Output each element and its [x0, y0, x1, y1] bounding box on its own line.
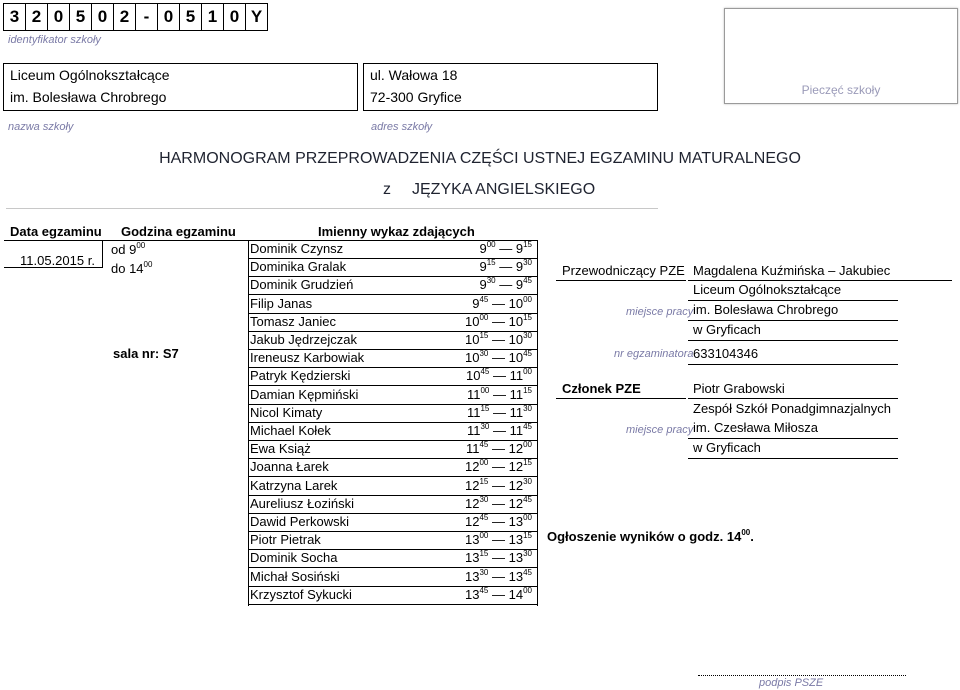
- time-separator: —: [495, 277, 516, 293]
- time-separator: —: [488, 568, 509, 584]
- student-time: [467, 405, 532, 420]
- exam-end-minutes: 00: [143, 260, 153, 269]
- student-time: [465, 478, 532, 493]
- time-end-hour: 10: [508, 332, 524, 347]
- member-workplace-label: miejsce pracy: [626, 424, 694, 436]
- student-time: [472, 296, 532, 311]
- student-name: Dawid Perkowski: [250, 514, 349, 529]
- chair-name-underline: [688, 280, 952, 281]
- time-separator: —: [488, 332, 509, 347]
- chair-workplace-line-1: Liceum Ogólnokształcące: [693, 282, 842, 297]
- student-time: [466, 368, 532, 383]
- student-row: [248, 531, 538, 549]
- exam-end-hour: do 14: [111, 261, 144, 276]
- time-start-minutes: 45: [480, 367, 490, 377]
- member-workplace-rule-2: [688, 458, 898, 459]
- chair-examiner-label: nr egzaminatora: [614, 348, 694, 360]
- header-date: Data egzaminu: [10, 224, 102, 239]
- student-time: [465, 550, 532, 565]
- school-name-box: [3, 63, 358, 111]
- student-name: Filip Janas: [250, 295, 313, 311]
- time-end-minutes: 00: [523, 294, 532, 304]
- time-start-hour: 13: [465, 532, 480, 548]
- student-name: Michał Sosiński: [250, 568, 340, 584]
- member-workplace-rule-1: [688, 438, 898, 439]
- time-start-hour: 10: [465, 313, 480, 329]
- time-start-minutes: 00: [479, 531, 489, 541]
- time-start-minutes: 45: [479, 585, 489, 595]
- time-separator: —: [495, 259, 516, 275]
- student-time: [479, 259, 532, 274]
- exam-date: 11.05.2015 r.: [20, 253, 95, 268]
- time-end-minutes: 15: [523, 385, 532, 395]
- time-separator: —: [488, 514, 509, 529]
- time-start-hour: 11: [466, 386, 481, 402]
- student-row: [248, 276, 538, 294]
- time-start-hour: 9: [479, 259, 487, 275]
- time-end-hour: 12: [508, 459, 524, 475]
- time-start-minutes: 15: [480, 403, 490, 413]
- student-time: [465, 314, 532, 329]
- chair-workplace-line-3: w Gryficach: [693, 322, 761, 337]
- time-start-minutes: 45: [479, 440, 489, 450]
- school-id-boxes: [3, 3, 268, 31]
- member-workplace-line-1: Zespół Szkół Ponadgimnazjalnych: [693, 401, 891, 416]
- time-end-minutes: 15: [523, 240, 532, 249]
- results-text: Ogłoszenie wyników o godz. 14: [547, 529, 742, 544]
- results-suffix: .: [750, 529, 754, 544]
- student-time: [465, 350, 532, 365]
- time-start-minutes: 00: [486, 240, 496, 249]
- school-id-char: 0: [158, 4, 180, 30]
- time-start-minutes: 15: [479, 331, 489, 340]
- time-end-hour: 13: [508, 568, 524, 584]
- student-name: Dominik Czynsz: [250, 241, 344, 256]
- signature-label: podpis PSZE: [759, 677, 824, 689]
- time-start-hour: 9: [479, 241, 487, 256]
- student-row: [248, 549, 538, 567]
- school-id-char: 2: [26, 4, 48, 30]
- student-name: Aureliusz Łoziński: [250, 495, 355, 511]
- time-start-hour: 12: [465, 514, 480, 529]
- address-line-1: ul. Wałowa 18: [370, 67, 458, 83]
- chair-workplace-rule-1: [688, 300, 898, 301]
- student-row: [248, 295, 538, 313]
- chair-role: Przewodniczący PZE: [562, 263, 685, 278]
- title-subject: JĘZYKA ANGIELSKIEGO: [412, 181, 596, 198]
- time-end-hour: 13: [508, 514, 524, 529]
- school-id-char: -: [136, 4, 158, 30]
- time-separator: —: [488, 441, 509, 457]
- student-time: [465, 532, 532, 547]
- student-time: [465, 569, 532, 584]
- time-separator: —: [489, 386, 510, 402]
- time-start-minutes: 45: [479, 294, 489, 304]
- time-start-minutes: 15: [479, 549, 489, 559]
- student-name: Piotr Pietrak: [250, 532, 321, 548]
- student-name: Ireneusz Karbowiak: [250, 350, 365, 366]
- student-row: [248, 404, 538, 422]
- time-end-minutes: 45: [523, 422, 532, 431]
- time-end-hour: 11: [509, 423, 524, 438]
- student-row: [248, 440, 538, 458]
- time-end-hour: 9: [515, 241, 524, 256]
- time-end-minutes: 15: [523, 312, 532, 322]
- student-row: [248, 313, 538, 331]
- time-end-hour: 13: [508, 532, 524, 548]
- results-minutes: 00: [741, 528, 751, 537]
- school-id-char: 5: [70, 4, 92, 30]
- time-end-minutes: 30: [523, 403, 532, 413]
- student-time: [467, 423, 532, 438]
- time-end-hour: 11: [509, 404, 524, 420]
- student-name: Patryk Kędzierski: [250, 368, 351, 384]
- time-separator: —: [488, 313, 509, 329]
- time-start-hour: 13: [465, 550, 480, 566]
- time-end-minutes: 00: [523, 440, 532, 450]
- time-end-minutes: 00: [523, 367, 532, 377]
- time-separator: —: [488, 350, 509, 366]
- student-time: [479, 241, 532, 256]
- student-row: [248, 513, 538, 531]
- time-start-hour: 11: [465, 441, 480, 457]
- student-name: Damian Kępmiński: [250, 386, 359, 402]
- student-row: [248, 568, 538, 586]
- time-start-minutes: 00: [480, 385, 490, 395]
- student-row: [248, 367, 538, 385]
- student-time: [466, 441, 532, 456]
- time-end-hour: 10: [508, 350, 524, 366]
- time-start-minutes: 15: [486, 258, 496, 268]
- chair-name: Magdalena Kuźmińska – Jakubiec: [693, 263, 891, 278]
- student-name: Joanna Łarek: [250, 459, 329, 475]
- time-end-minutes: 30: [523, 549, 532, 559]
- header-names: Imienny wykaz zdających: [318, 224, 475, 239]
- time-end-hour: 10: [508, 295, 524, 311]
- student-name: Dominika Gralak: [250, 259, 347, 275]
- time-start-minutes: 30: [479, 349, 489, 359]
- time-start-minutes: 00: [479, 458, 489, 468]
- student-name: Tomasz Janiec: [250, 313, 336, 329]
- student-time: [467, 387, 532, 402]
- student-row: [248, 586, 538, 604]
- member-name: Piotr Grabowski: [693, 381, 785, 396]
- time-end-hour: 13: [508, 550, 524, 566]
- time-end-hour: 12: [508, 495, 524, 511]
- time-separator: —: [495, 241, 516, 256]
- school-name-line-1: Liceum Ogólnokształcące: [10, 67, 170, 83]
- header-hours: Godzina egzaminu: [121, 224, 236, 239]
- school-name-label: nazwa szkoły: [8, 121, 74, 133]
- school-id-char: 0: [92, 4, 114, 30]
- exam-start-minutes: 00: [136, 241, 146, 250]
- time-start-minutes: 30: [486, 276, 496, 286]
- school-address-label: adres szkoły: [371, 121, 433, 133]
- time-end-minutes: 45: [523, 349, 532, 359]
- time-end-minutes: 15: [523, 531, 532, 541]
- signature-line: [698, 675, 906, 676]
- time-start-minutes: 30: [479, 567, 489, 577]
- time-separator: —: [489, 404, 510, 420]
- student-name: Dominik Socha: [250, 550, 338, 566]
- school-id-label: identyfikator szkoły: [8, 34, 101, 46]
- time-end-hour: 11: [509, 386, 524, 402]
- time-start-hour: 10: [465, 332, 480, 347]
- student-row: [248, 240, 538, 258]
- time-end-hour: 11: [509, 368, 524, 384]
- time-end-minutes: 45: [523, 567, 532, 577]
- time-start-minutes: 30: [480, 422, 490, 431]
- member-role-underline: [556, 398, 686, 399]
- time-end-hour: 9: [515, 277, 524, 293]
- school-id-char: 3: [4, 4, 26, 30]
- student-row: [248, 458, 538, 476]
- school-id-char: Y: [250, 7, 263, 26]
- time-end-hour: 10: [508, 313, 524, 329]
- document-title: HARMONOGRAM PRZEPROWADZENIA CZĘŚCI USTNEJ EGZAMINU MATURALNEGO: [159, 150, 801, 167]
- time-end-minutes: 30: [523, 476, 532, 486]
- chair-examiner-rule: [688, 364, 898, 365]
- member-workplace-line-2: im. Czesława Miłosza: [693, 420, 818, 435]
- title-prefix: z: [383, 181, 391, 198]
- exam-start: [111, 242, 145, 257]
- time-end-hour: 12: [508, 477, 524, 493]
- stamp-label: Pieczęć szkoły: [801, 83, 881, 97]
- school-id-char: 0: [224, 4, 246, 30]
- school-address-box: [363, 63, 658, 111]
- school-id-char: 2: [114, 4, 136, 30]
- time-separator: —: [489, 368, 510, 384]
- student-row: [248, 477, 538, 495]
- time-end-minutes: 30: [523, 258, 532, 268]
- student-row: [248, 331, 538, 349]
- member-name-underline: [688, 398, 898, 399]
- student-name: Dominik Grudzień: [250, 277, 354, 293]
- school-id-char: 0: [48, 4, 70, 30]
- time-separator: —: [488, 459, 509, 475]
- address-line-2: 72-300 Gryfice: [370, 89, 462, 105]
- time-end-minutes: 15: [523, 458, 532, 468]
- title-divider: [6, 208, 658, 209]
- time-separator: —: [488, 295, 509, 311]
- student-time: [465, 496, 532, 511]
- student-row: [248, 258, 538, 276]
- time-start-hour: 11: [466, 423, 481, 438]
- chair-workplace-rule-3: [688, 340, 898, 341]
- student-row: [248, 495, 538, 513]
- time-end-hour: 14: [508, 586, 524, 602]
- member-workplace-line-3: w Gryficach: [693, 440, 761, 455]
- time-end-hour: 12: [508, 441, 524, 457]
- time-end-minutes: 45: [523, 494, 532, 504]
- exam-start-hour: od 9: [111, 242, 137, 257]
- time-separator: —: [488, 550, 509, 566]
- time-end-hour: 9: [515, 259, 524, 275]
- time-separator: —: [488, 586, 509, 602]
- time-start-hour: 12: [465, 477, 480, 493]
- student-time: [479, 277, 532, 292]
- chair-workplace-label: miejsce pracy: [626, 306, 694, 318]
- student-name: Jakub Jędrzejczak: [250, 332, 357, 347]
- student-name: Krzysztof Sykucki: [250, 586, 352, 602]
- student-time: [465, 514, 532, 529]
- time-start-hour: 10: [465, 350, 480, 366]
- time-separator: —: [488, 532, 509, 548]
- student-name: Nicol Kimaty: [250, 404, 323, 420]
- time-start-minutes: 30: [479, 494, 489, 504]
- student-row: [248, 386, 538, 404]
- school-id-char: 1: [202, 4, 224, 30]
- chair-examiner-number: 633104346: [693, 346, 759, 361]
- school-name-line-2: im. Bolesława Chrobrego: [10, 89, 167, 105]
- student-time: [465, 587, 532, 602]
- time-start-hour: 10: [465, 368, 481, 384]
- student-time: [465, 459, 532, 474]
- time-start-hour: 11: [466, 404, 481, 420]
- student-row: [248, 422, 538, 440]
- time-separator: —: [488, 477, 509, 493]
- student-name: Ewa Książ: [250, 441, 311, 457]
- time-end-minutes: 45: [523, 276, 532, 286]
- time-start-hour: 12: [465, 459, 480, 475]
- time-separator: —: [489, 423, 510, 438]
- exam-end: [111, 261, 152, 276]
- student-name: Michael Kołek: [250, 423, 331, 438]
- time-separator: —: [488, 495, 509, 511]
- chair-workplace-rule-2: [688, 320, 898, 321]
- student-name: Katrzyna Larek: [250, 477, 338, 493]
- chair-workplace-line-2: im. Bolesława Chrobrego: [693, 302, 839, 317]
- table-date-divider: [102, 240, 103, 268]
- time-end-minutes: 30: [523, 331, 532, 340]
- results-announcement: [547, 529, 754, 544]
- member-role: Członek PZE: [562, 381, 641, 396]
- exam-room: sala nr: S7: [113, 346, 179, 361]
- chair-role-underline: [556, 280, 686, 281]
- time-start-minutes: 15: [479, 476, 489, 486]
- student-row-rule: [248, 604, 538, 605]
- time-start-hour: 12: [465, 495, 480, 511]
- time-start-hour: 13: [465, 568, 480, 584]
- time-start-hour: 9: [479, 277, 487, 293]
- time-end-minutes: 00: [523, 585, 532, 595]
- school-stamp-area: [724, 8, 958, 104]
- school-id-char: 5: [180, 4, 202, 30]
- time-end-minutes: 00: [523, 513, 532, 522]
- student-time: [465, 332, 532, 347]
- time-start-minutes: 00: [479, 312, 489, 322]
- student-row: [248, 349, 538, 367]
- time-start-minutes: 45: [479, 513, 489, 522]
- time-start-hour: 9: [472, 295, 480, 311]
- time-start-hour: 13: [465, 586, 480, 602]
